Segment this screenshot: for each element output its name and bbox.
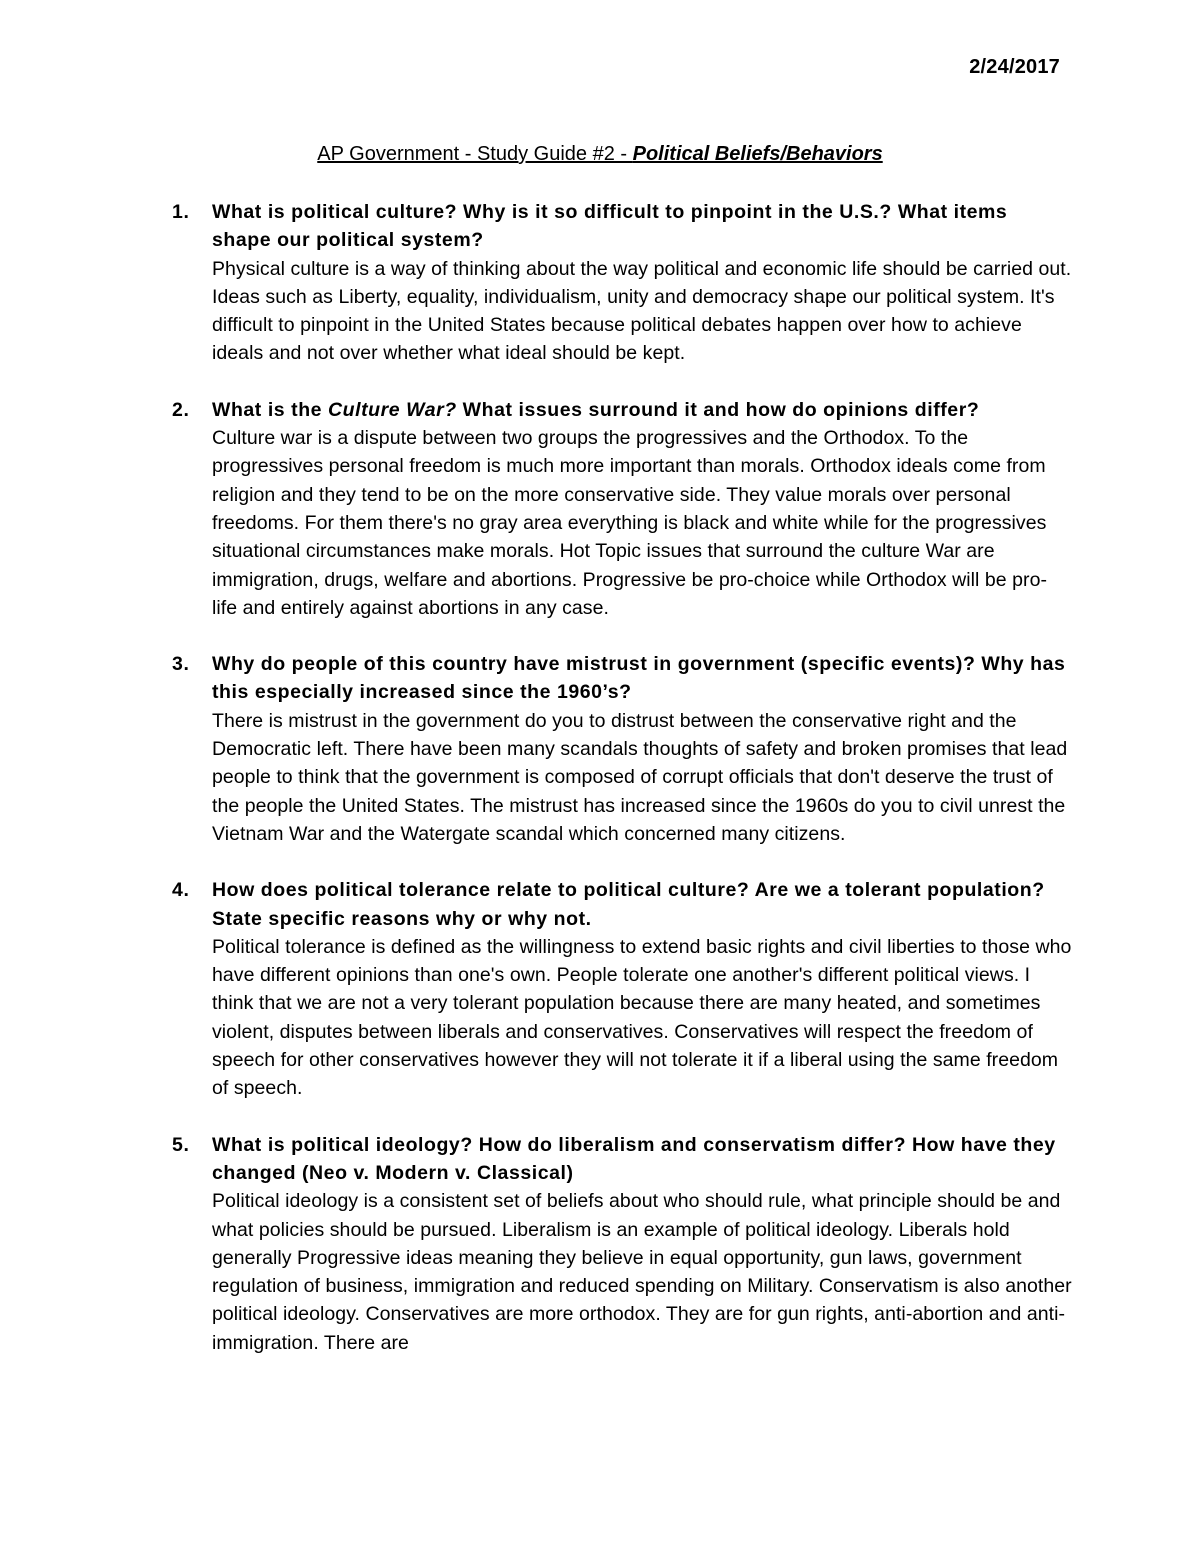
question-item	[172, 876, 1072, 1102]
document-date: 2/24/2017	[969, 56, 1060, 78]
title-subject: Political Beliefs/Behaviors	[632, 143, 883, 165]
answer-text: Physical culture is a way of thinking about the way political and economic life should be carried out. Ideas such as Liberty, equality, individualism, unity and democracy shape our political system. It's difficult to pinpoint in the United States because political debates happen over how to achieve ideals and not over whether what ideal should be kept.	[212, 257, 1072, 365]
question-text: What is political ideology? How do liberalism and conservatism differ? How have they changed (Neo v. Modern v. Classical)	[212, 1133, 1056, 1184]
question-text: What is political culture? Why is it so difficult to pinpoint in the U.S.? What items shape our political system?	[212, 201, 1008, 252]
question-item	[172, 1131, 1072, 1357]
question-number: 3.	[172, 653, 190, 676]
question-list	[172, 198, 1072, 1385]
page-title	[0, 140, 1200, 168]
answer-text: There is mistrust in the government do you to distrust between the conservative right and the Democratic left. There have been many scandals thoughts of safety and broken promises that lead people to think that the government is composed of corrupt officials that don't deserve the trust of the people the United States. The mistrust has increased since the 1960s do you to civil unrest the Vietnam War and the Watergate scandal which concerned many citizens.	[212, 709, 1068, 845]
question-text: Why do people of this country have mistrust in government (specific events)? Why has this especially increased since the 1960’s?	[212, 653, 1066, 704]
question-text-post: What issues surround it and how do opinions differ?	[456, 398, 980, 421]
question-text-pre: What is the	[212, 398, 329, 421]
question-number: 1.	[172, 201, 190, 223]
question-item	[172, 650, 1072, 848]
question-text	[212, 396, 1072, 424]
title-main: AP Government - Study Guide #2 -	[317, 143, 633, 165]
question-number: 2.	[172, 398, 190, 421]
question-text: How does political tolerance relate to political culture? Are we a tolerant population? State specific reasons why or why not.	[212, 879, 1045, 930]
question-item	[172, 396, 1072, 622]
question-text-italic: Culture War?	[328, 398, 457, 421]
question-number: 4.	[172, 879, 190, 902]
answer-text: Political ideology is a consistent set of beliefs about who should rule, what principle should be and what policies should be pursued. Liberalism is an example of political ideology. Liberals hold generally Progressive ideas meaning they believe in equal opportunity, gun laws, government regulation of business, immigration and reduced spending on Military. Conservatism is also another political ideology. Conservatives are more orthodox. They are for gun rights, anti-abortion and anti-immigration. There are	[212, 1190, 1072, 1354]
question-number: 5.	[172, 1133, 190, 1156]
answer-text: Culture war is a dispute between two groups the progressives and the Orthodox. To the progressives personal freedom is much more important than morals. Orthodox ideals come from religion and they tend to be on the more conservative side. They value morals over personal freedoms. For them there's no gray area everything is black and white while for the progressives situational circumstances make morals. Hot Topic issues that surround the culture War are immigration, drugs, welfare and abortions. Progressive be pro-choice while Orthodox will be pro-life and entirely against abortions in any case.	[212, 427, 1048, 619]
question-item	[172, 198, 1072, 368]
answer-text: Political tolerance is defined as the willingness to extend basic rights and civil liberties to those who have different opinions than one's own. People tolerate one another's different political views. I think that we are not a very tolerant population because there are many heated, and sometimes violent, disputes between liberals and conservatives. Conservatives will respect the freedom of speech for other conservatives however they will not tolerate it if a liberal using the same freedom of speech.	[212, 935, 1072, 1100]
